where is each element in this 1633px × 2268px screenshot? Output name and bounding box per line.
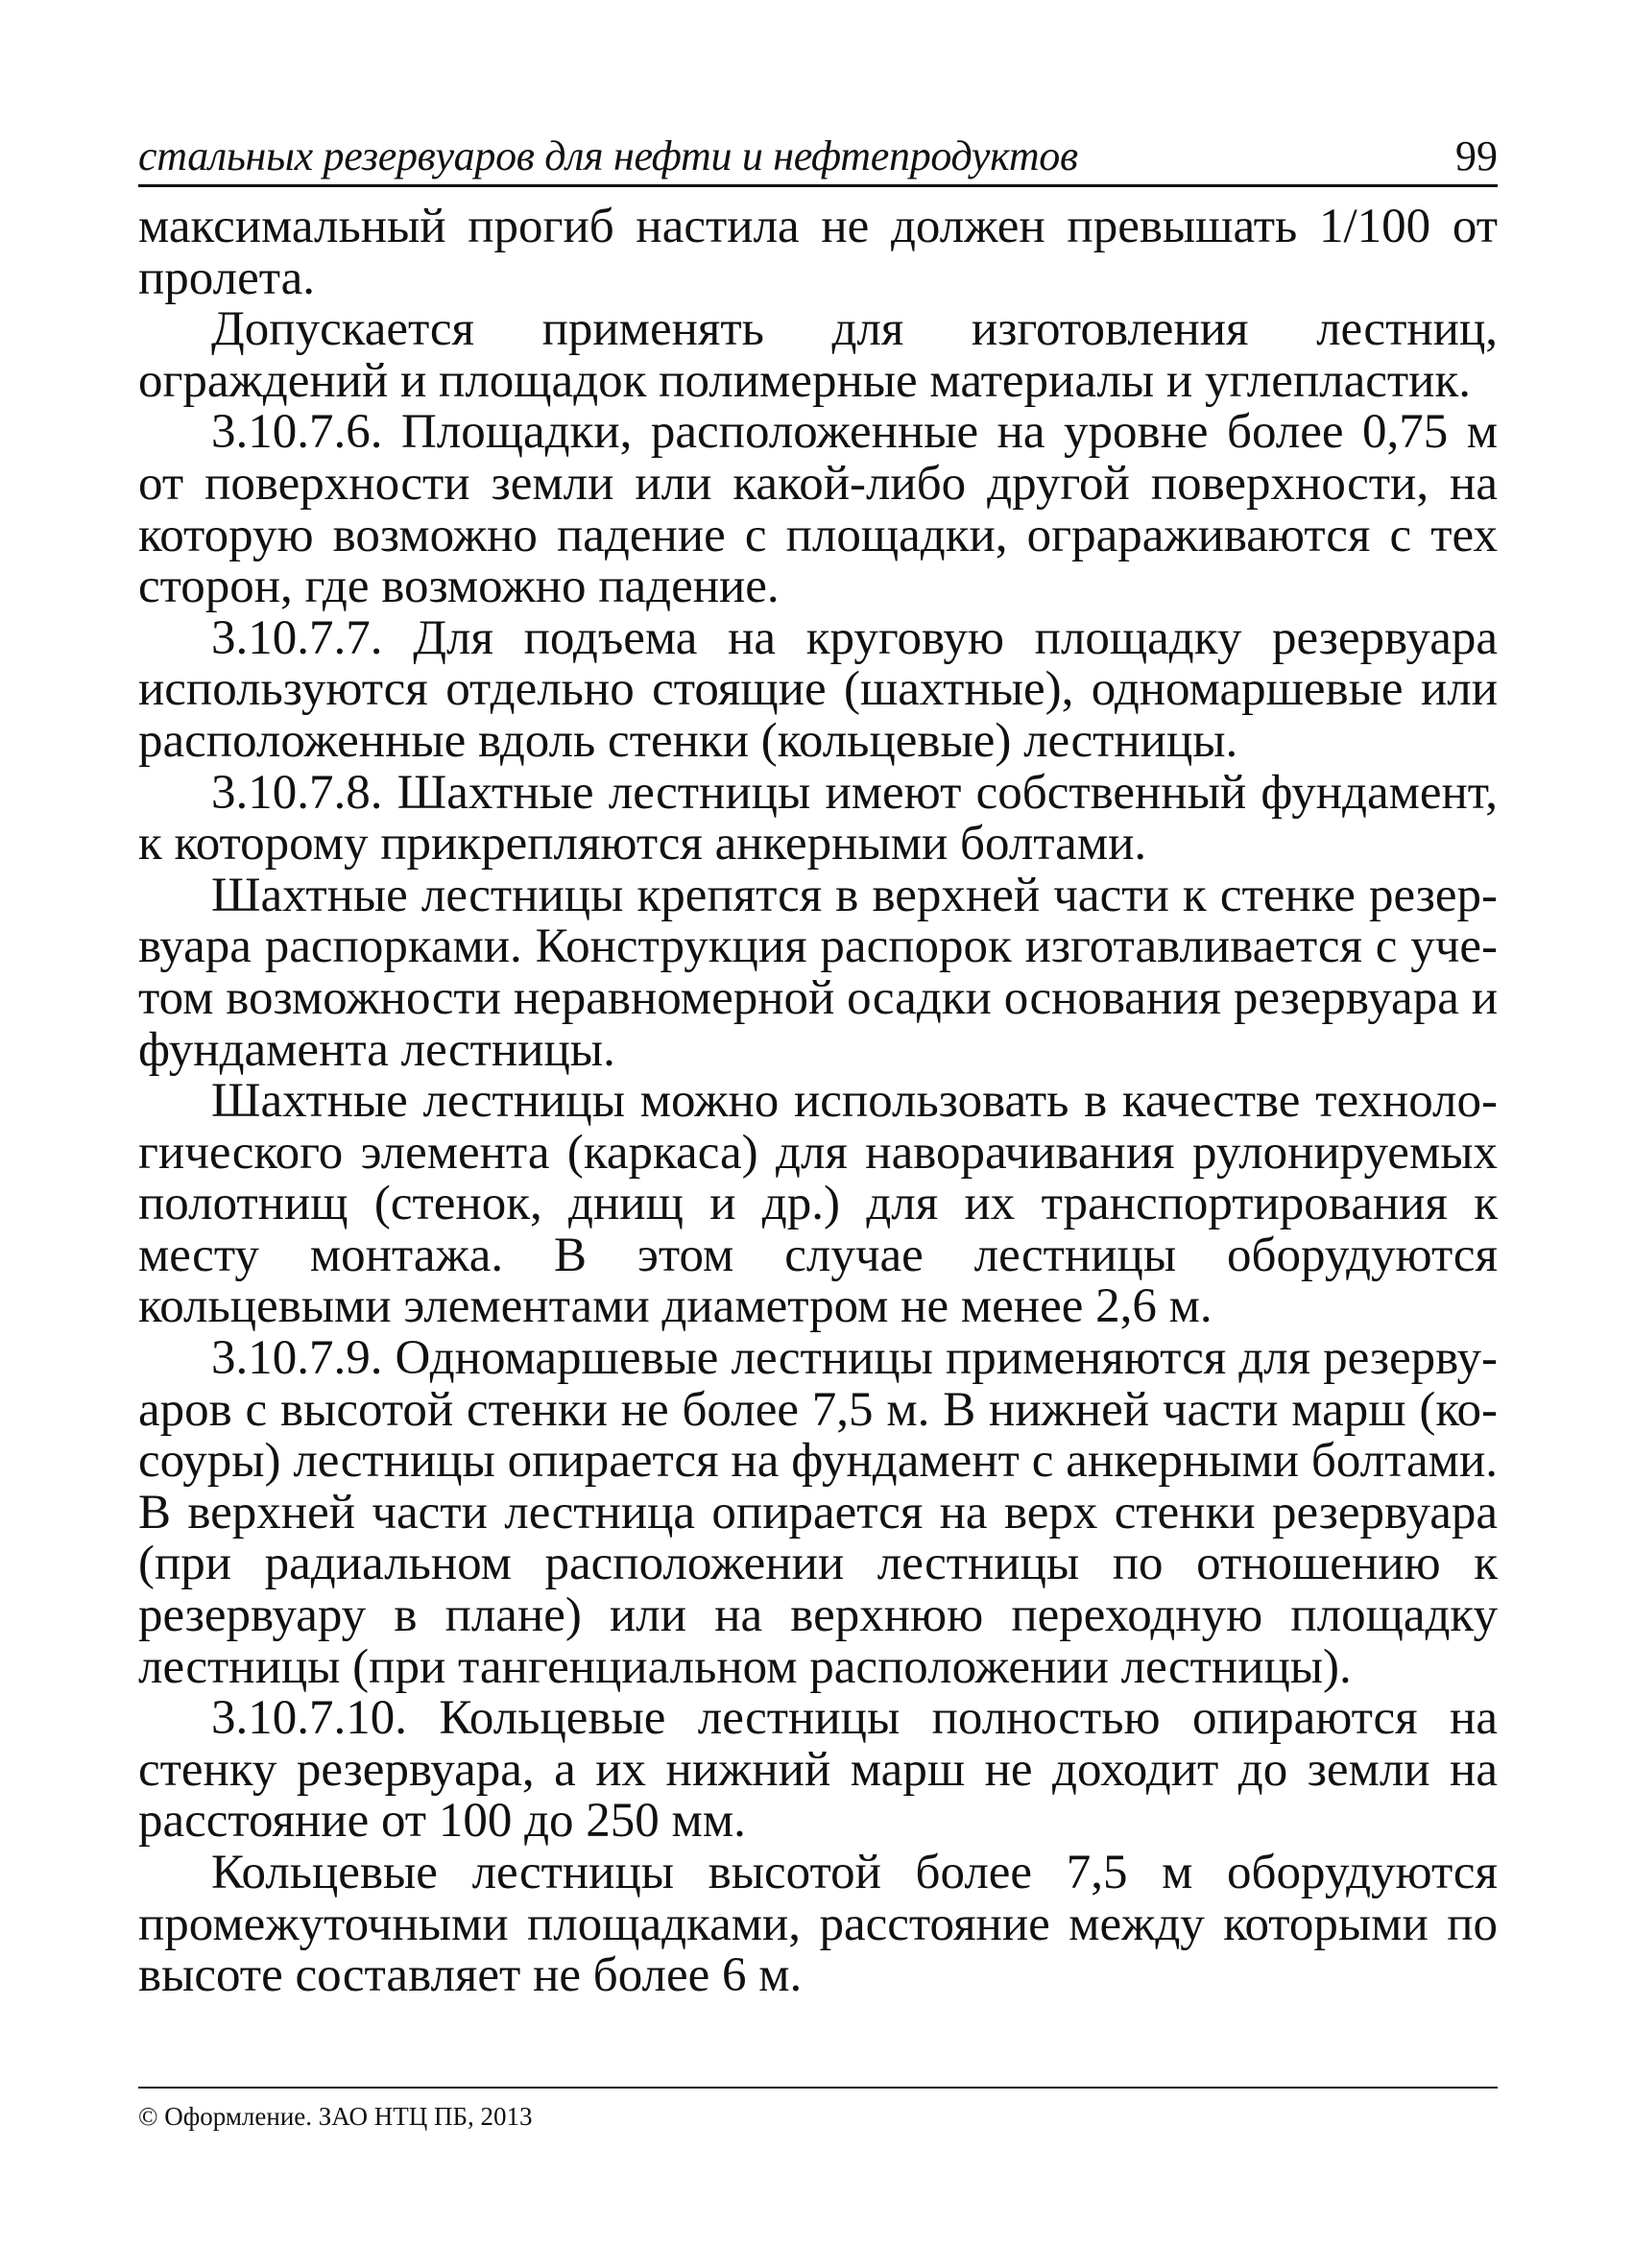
copyright-notice: © Оформление. ЗАО НТЦ ПБ, 2013 [138,2102,533,2131]
paragraph: Шахтные лестницы можно использовать в качестве технологического элемента (каркаса) для наворачивания рулонируемых полотнищ (стенок, днищ и др.) для их транспортирования к месту монтажа. В этом случае лестницы оборудуются кольцевыми элементами диаметром не менее 2,6 м. [138,1074,1498,1334]
running-header [138,117,1498,187]
running-header-title: стальных резервуаров для нефти и нефтепродуктов [138,132,1078,179]
body-text [138,202,1498,2002]
paragraph-3-10-7-7: 3.10.7.7. Для подъема на круговую площадку резервуара используются отдельно стоящие (шахтные), одномаршевые или расположенные вдоль стенки (кольцевые) лестницы. [138,610,1498,768]
paragraph: Кольцевые лестницы высотой более 7,5 м оборудуются промежуточными площадками, расстояние между которыми по высоте составляет не более 6 м. [138,1846,1498,2003]
page-footer [138,2087,1498,2132]
paragraph-3-10-7-8: 3.10.7.8. Шахтные лестницы имеют собственный фундамент, к которому прикрепляются анкерными болтами. [138,765,1498,871]
page-number: 99 [1455,132,1498,179]
paragraph: Допускается применять для изготовления лестниц, ограждений и площадок полимерные материалы и углепластик. [138,302,1498,408]
paragraph: Шахтные лестницы крепятся в верхней части к стенке резервуара распорками. Конструкция распорок изготавливается с учетом возможности неравномерной осадки основания резервуара и фундамента лестницы. [138,868,1498,1077]
paragraph-continuation: максимальный прогиб настила не должен превышать 1/100 от пролета. [138,200,1498,305]
paragraph-3-10-7-6: 3.10.7.6. Площадки, расположенные на уровне более 0,75 м от поверхности земли или какой-либо другой поверхности, на которую возможно падение с площадки, ограраживаются с тех сторон, где возможно падение. [138,405,1498,614]
paragraph-3-10-7-9: 3.10.7.9. Одномаршевые лестницы применяются для резервуаров с высотой стенки не более 7,5 м. В нижней части марш (косоуры) лестницы опирается на фундамент с анкерными болтами. В верхней части лестница опирается на верх стенки резервуара (при радиальном расположении лестницы по отношению к резервуару в плане) или на верхнюю переходную площадку лестницы (при тангенциальном расположении лестницы). [138,1331,1498,1694]
paragraph-3-10-7-10: 3.10.7.10. Кольцевые лестницы полностью опираются на стенку резервуара, а их нижний марш не доходит до земли на расстояние от 100 до 250 мм. [138,1691,1498,1849]
